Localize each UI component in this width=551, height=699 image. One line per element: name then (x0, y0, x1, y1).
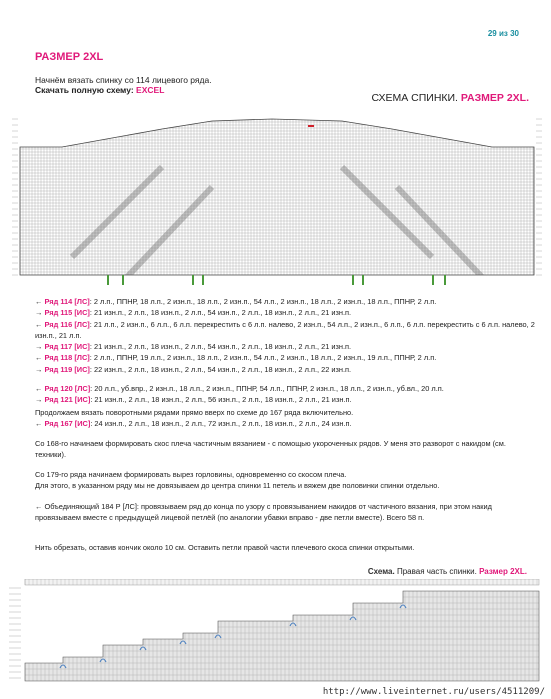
row-121 (35, 394, 535, 405)
intro-text: Начнём вязать спинку со 114 лицевого ряда. (35, 75, 212, 85)
row-arrow: ← (35, 419, 45, 428)
row-114 (35, 296, 535, 307)
back-schema-title-prefix: СХЕМА СПИНКИ. (371, 92, 461, 104)
row-text: : 21 изн.п., 2 л.п., 18 изн.п., 2 л.п., 54 изн.п., 2 л.п., 18 изн.п., 2 л.п., 21 изн.п. (89, 342, 352, 352)
row-arrow: → (35, 395, 45, 405)
download-line (35, 85, 164, 95)
page-number: 29 из 30 (487, 29, 519, 38)
schema2-title-prefix: Схема. (367, 567, 395, 576)
paragraph-179a: Со 179-го ряда начинаем формировать вырез горловины, одновременно со скосом плеча. (35, 470, 347, 479)
row-arrow: → (35, 308, 45, 318)
back-knitting-schema (12, 107, 542, 292)
row-text: : 2 л.п., ППНР, 19 л.п., 2 изн.п., 18 л.п., 2 изн.п., 54 л.п., 2 изн.п., 18 л.п., 2 изн.п., 19 л.п., ППНР, 2 л.п. (89, 353, 437, 363)
row-arrow: ← (35, 353, 45, 363)
row-text: : 20 л.п., уб.впр., 2 изн.п., 18 л.п., 2 изн.п., ППНР, 54 л.п., ППНР, 2 изн.п., 18 л.п., 2 изн.п., уб.вл., 20 л.п. (90, 384, 444, 394)
row-arrow: ← (35, 297, 45, 306)
right-part-schema-title (368, 567, 527, 576)
row-arrow: → (35, 364, 45, 374)
row-label: Ряд 118 [ЛС] (44, 353, 90, 363)
row-text: : 21 изн.п., 2 л.п., 18 изн.п., 2 л.п., 56 изн.п., 2 л.п., 18 изн.п., 2 л.п., 21 изн.п. (90, 395, 352, 405)
continue-text: Продолжаем вязать поворотными рядами прямо вверх по схеме до 167 ряда включительно. (35, 408, 354, 417)
row-label: Ряд 116 [ЛС] (44, 319, 90, 329)
row-label: Ряд 117 [ИС] (44, 342, 90, 352)
schema2-title-mid: Правая часть спинки. (394, 567, 480, 576)
download-prefix: Скачать полную схему: (35, 85, 137, 95)
back-schema-title (371, 92, 529, 104)
paragraph-cut: Нить обрезать, оставив кончик около 10 см. Оставить петли правой части плечевого скоса спинки открытыми. (35, 543, 415, 552)
paragraph-179b: Для этого, в указанном ряду мы не довязываем до центра спинки 11 петель и вяжем две половинки спинки отдельно. (35, 481, 440, 490)
row-text: : 21 л.п., 2 изн.п., 6 л.п., 6 л.п. перекрестить с 6 л.п. налево, 2 изн.п., 54 л.п., 2 изн.п., 6 л.п., 6 л.п. перекрестить с 6 л.п. налево, 2 изн.п., 21 л.п. (35, 319, 535, 340)
row-119 (35, 364, 535, 375)
row-arrow: ← (35, 384, 45, 394)
row-label: Ряд 121 [ИС] (44, 395, 91, 405)
paragraph-184: ← Объединяющий 184 Р [ЛС]: провязываем ряд до конца по узору с провязыванием накидов от частичного вязания, при этом накид провязываем вместе с предыдущей лицевой петлёй (по аналогии убавки вправо - две петли вместе). Всего 58 п. (35, 502, 492, 522)
row-text: : 22 изн.п., 2 л.п., 18 изн.п., 2 л.п., 54 изн.п., 2 л.п., 18 изн.п., 2 л.п., 22 изн.п. (89, 364, 352, 374)
back-schema-title-size: РАЗМЕР 2XL. (460, 92, 529, 104)
row-text: : 2 л.п., ППНР, 18 л.п., 2 изн.п., 18 л.п., 2 изн.п., 54 л.п., 2 изн.п., 18 л.п., 2 изн.п., 18 л.п., ППНР, 2 л.п. (89, 297, 437, 306)
paragraph-168: Со 168-го начинаем формировать скос плеча частичным вязанием - с помощью укороченных рядов. У меня это разворот с накидом (см. техники). (35, 439, 506, 459)
row-116 (35, 319, 535, 342)
right-part-knitting-schema (3, 579, 549, 691)
row-120 (35, 383, 535, 394)
row-label: Ряд 167 [ИС] (44, 419, 91, 428)
row-117 (35, 341, 535, 352)
row-label: Ряд 115 [ИС] (44, 308, 90, 318)
row-115 (35, 307, 535, 318)
excel-link[interactable]: EXCEL (136, 85, 165, 95)
row-instructions (35, 296, 535, 406)
row-118 (35, 352, 535, 363)
watermark-url[interactable]: http://www.liveinternet.ru/users/4511209/ (322, 687, 545, 697)
row-text: : 24 изн.п., 2 л.п., 18 изн.п., 2 л.п., 72 изн.п., 2 л.п., 18 изн.п., 2 л.п., 24 изн.п. (90, 419, 352, 428)
row-arrow: → (35, 342, 45, 352)
row-text: : 21 изн.п., 2 л.п., 18 изн.п., 2 л.п., 54 изн.п., 2 л.п., 18 изн.п., 2 л.п., 21 изн.п. (89, 308, 352, 318)
row-167 (35, 419, 530, 430)
row-label: Ряд 120 [ЛС] (44, 384, 91, 394)
schema2-title-size: Размер 2XL. (479, 567, 527, 576)
row-label: Ряд 119 [ИС] (44, 364, 90, 374)
row-arrow: ← (35, 319, 45, 329)
row-label: Ряд 114 [ЛС] (44, 297, 90, 306)
size-title: РАЗМЕР 2XL (35, 51, 104, 63)
